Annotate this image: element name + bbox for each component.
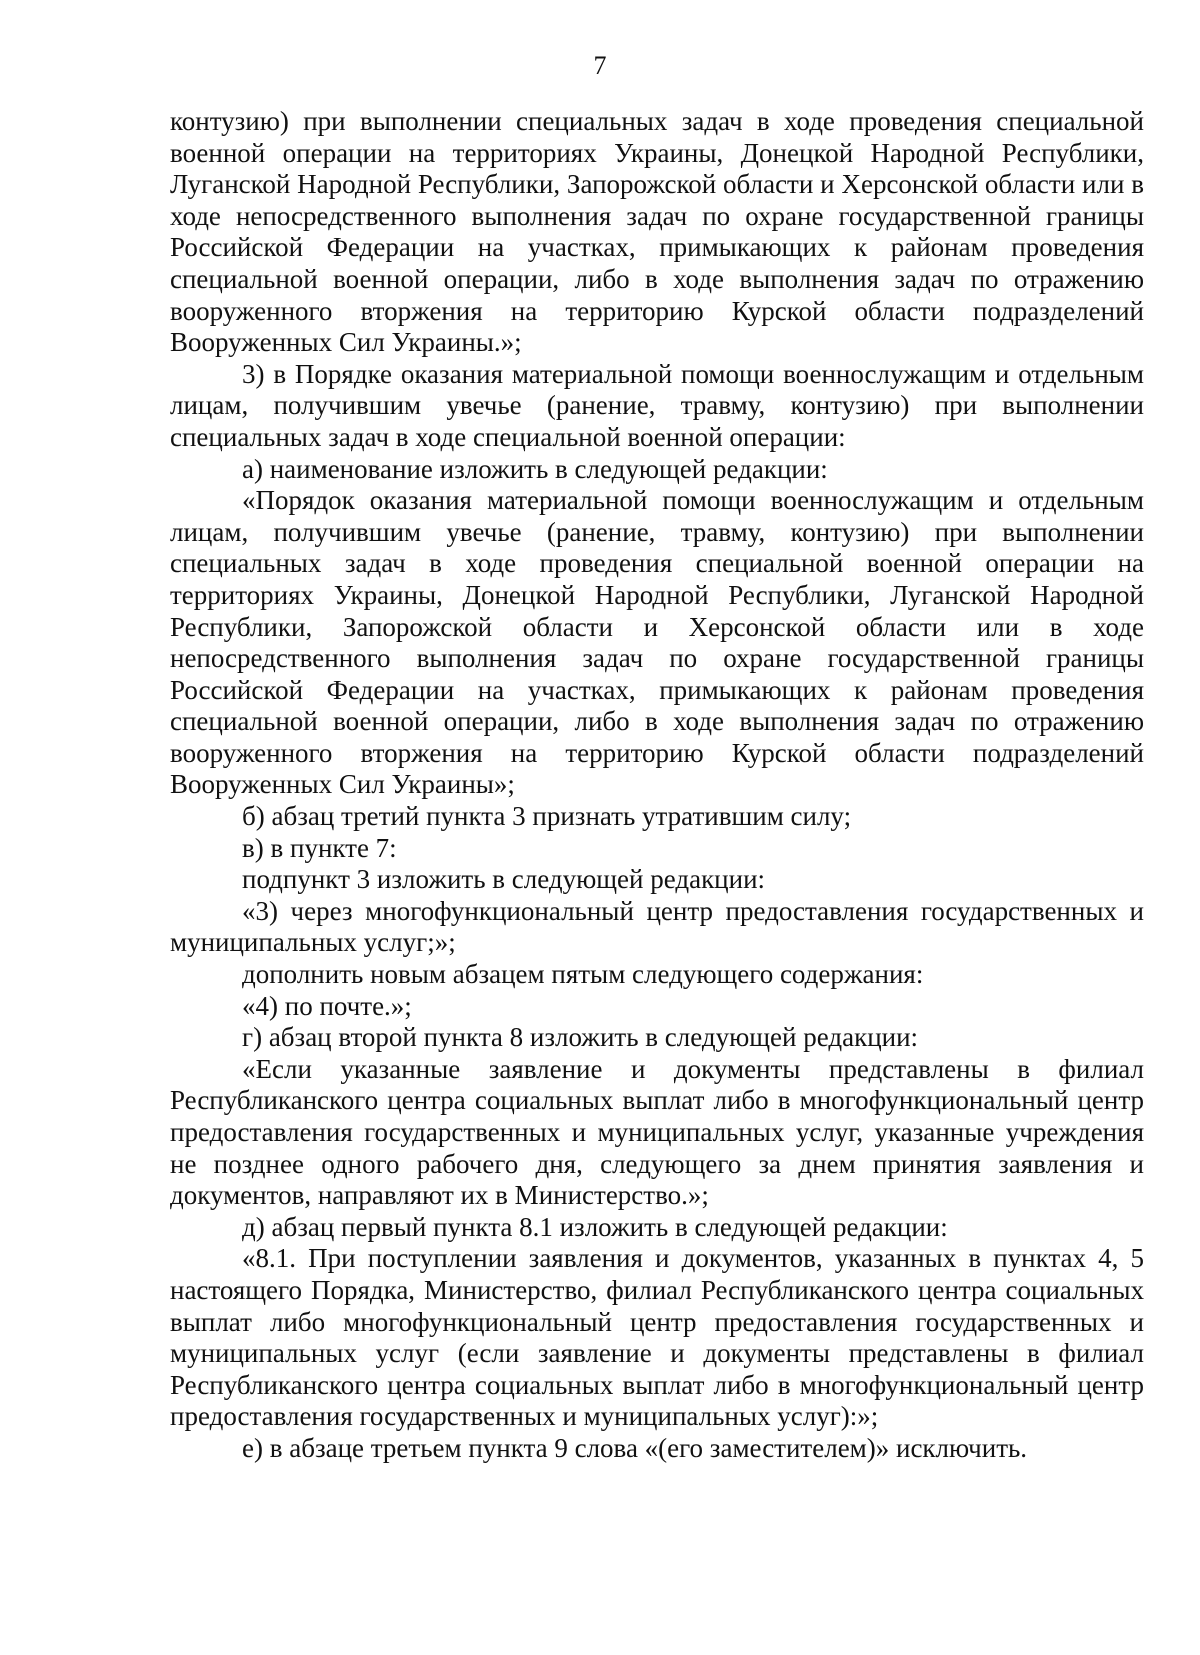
paragraph: дополнить новым абзацем пятым следующего содержания: [242,959,924,990]
paragraph: г) абзац второй пункта 8 изложить в следующей редакции: [242,1022,919,1053]
document-body [170,106,1144,1465]
paragraph: контузию) при выполнении специальных задач в ходе проведения специальной военной операции на территориях Украины, Донецкой Народной Республики, Луганской Народной Республики, Запорожской области и Херсонской области или в ходе непосредственного выполнения задач по охране государственной границы Российской Федерации на участках, примыкающих к районам проведения специальной военной операции, либо в ходе выполнения задач по отражению вооруженного вторжения на территорию Курской области подразделений Вооруженных Сил Украины.»; [170,106,1144,358]
paragraph: а) наименование изложить в следующей редакции: [242,453,828,484]
page-number: 7 [593,51,607,80]
paragraph: б) абзац третий пункта 3 признать утратившим силу; [242,801,852,832]
paragraph: «Если указанные заявление и документы представлены в филиал Республиканского центра социальных выплат либо в многофункциональный центр предоставления государственных и муниципальных услуг, указанные учреждения не позднее одного рабочего дня, следующего за днем принятия заявления и документов, направляют их в Министерство.»; [170,1053,1144,1211]
paragraph: подпункт 3 изложить в следующей редакции: [242,864,766,895]
paragraph: в) в пункте 7: [242,832,397,863]
paragraph: д) абзац первый пункта 8.1 изложить в следующей редакции: [242,1211,948,1242]
paragraph: е) в абзаце третьем пункта 9 слова «(его заместителем)» исключить. [242,1432,1028,1463]
paragraph: 3) в Порядке оказания материальной помощи военнослужащим и отдельным лицам, получившим увечье (ранение, травму, контузию) при выполнении специальных задач в ходе специальной военной операции: [170,358,1144,452]
paragraph: «3) через многофункциональный центр предоставления государственных и муниципальных услуг;»; [170,895,1144,958]
paragraph: «8.1. При поступлении заявления и документов, указанных в пунктах 4, 5 настоящего Порядка, Министерство, филиал Республиканского центра социальных выплат либо многофункциональный центр предоставления государственных и муниципальных услуг (если заявление и документы представлены в филиал Республиканского центра социальных выплат либо в многофункциональный центр предоставления государственных и муниципальных услуг):»; [170,1243,1144,1432]
paragraph: «4) по почте.»; [242,990,412,1021]
paragraph: «Порядок оказания материальной помощи военнослужащим и отдельным лицам, получившим увечье (ранение, травму, контузию) при выполнении специальных задач в ходе проведения специальной военной операции на территориях Украины, Донецкой Народной Республики, Луганской Народной Республики, Запорожской области и Херсонской области или в ходе непосредственного выполнения задач по охране государственной границы Российской Федерации на участках, примыкающих к районам проведения специальной военной операции, либо в ходе выполнения задач по отражению вооруженного вторжения на территорию Курской области подразделений Вооруженных Сил Украины»; [170,485,1144,800]
